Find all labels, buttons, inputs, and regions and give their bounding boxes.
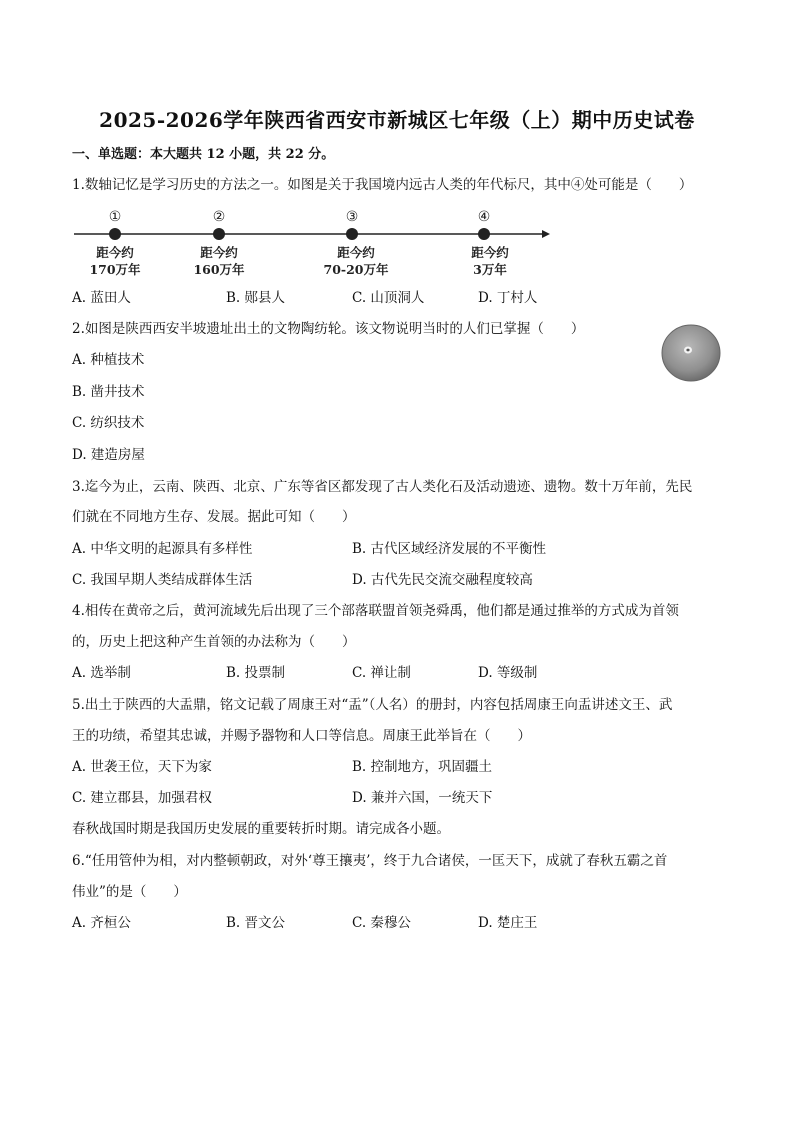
question-1-stem: 1.数轴记忆是学习历史的方法之一。如图是关于我国境内远古人类的年代标尺，其中④处可能是（ ）: [72, 177, 693, 193]
question-6-stem-line-1: 6.“任用管仲为相，对内整顿朝政，对外‘尊王攘夷’，终于九合诸侯，一匡天下，成就了春秋五霸之首: [72, 853, 668, 869]
question-2-option-a[interactable]: A. 种植技术: [72, 352, 145, 368]
question-4-stem-line-1: 4.相传在黄帝之后，黄河流域先后出现了三个部落联盟首领尧舜禹，他们都是通过推举的方式成为首领: [72, 603, 679, 619]
section-heading: 一、单选题：本大题共 12 小题，共 22 分。: [72, 147, 335, 162]
question-5-option-b[interactable]: B. 控制地方，巩固疆土: [352, 759, 493, 775]
question-5-option-a[interactable]: A. 世袭王位，天下为家: [72, 759, 212, 775]
question-3-option-a[interactable]: A. 中华文明的起源具有多样性: [72, 541, 253, 557]
timeline-label-top: 距今约: [96, 245, 134, 260]
timeline-marker: ④: [477, 209, 491, 225]
question-2-option-b[interactable]: B. 凿井技术: [72, 384, 145, 400]
question-group-intro: 春秋战国时期是我国历史发展的重要转折时期。请完成各小题。: [72, 821, 450, 837]
question-4-stem-line-2: 的，历史上把这种产生首领的办法称为（ ）: [72, 634, 356, 650]
timeline-dot: [213, 228, 225, 240]
question-3-option-d[interactable]: D. 古代先民交流交融程度较高: [352, 572, 533, 588]
timeline-point-3: [324, 209, 389, 277]
question-4-option-a[interactable]: A. 选举制: [72, 665, 131, 681]
question-1-option-b[interactable]: B. 郧县人: [226, 290, 286, 306]
question-4-option-d[interactable]: D. 等级制: [478, 665, 538, 681]
question-3-stem-line-2: 们就在不同地方生存、发展。据此可知（ ）: [72, 509, 356, 525]
question-2-option-d[interactable]: D. 建造房屋: [72, 447, 145, 463]
timeline-label-top: 距今约: [200, 245, 238, 260]
timeline-marker: ①: [108, 209, 122, 225]
timeline-dot: [478, 228, 490, 240]
question-6-option-a[interactable]: A. 齐桓公: [72, 915, 131, 931]
question-1-option-a[interactable]: A. 蓝田人: [72, 290, 131, 306]
question-5-stem-line-1: 5.出土于陕西的大盂鼎，铭文记载了周康王对“盂”（人名）的册封，内容包括周康王向盂讲述文王、武: [72, 697, 673, 713]
timeline-label-bottom: 3万年: [473, 262, 507, 277]
question-3-option-c[interactable]: C. 我国早期人类结成群体生活: [72, 572, 253, 588]
spindle-whorl-icon: [660, 323, 722, 383]
timeline-label-bottom: 170万年: [89, 262, 141, 277]
question-5-option-c[interactable]: C. 建立郡县，加强君权: [72, 790, 212, 806]
timeline-label-top: 距今约: [471, 245, 509, 260]
timeline-label-top: 距今约: [337, 245, 375, 260]
question-4-option-c[interactable]: C. 禅让制: [352, 665, 411, 681]
timeline-label-bottom: 160万年: [193, 262, 245, 277]
question-4-option-b[interactable]: B. 投票制: [226, 665, 286, 681]
question-3-option-b[interactable]: B. 古代区域经济发展的不平衡性: [352, 541, 547, 557]
question-3-stem-line-1: 3.迄今为止，云南、陕西、北京、广东等省区都发现了古人类化石及活动遗迹、遗物。数十万年前，先民: [72, 479, 693, 495]
timeline-dot: [109, 228, 121, 240]
question-2-stem: 2.如图是陕西西安半坡遗址出土的文物陶纺轮。该文物说明当时的人们已掌握（ ）: [72, 321, 585, 337]
timeline-marker: ②: [212, 209, 226, 225]
question-2-option-c[interactable]: C. 纺织技术: [72, 415, 145, 431]
question-6-option-b[interactable]: B. 晋文公: [226, 915, 286, 931]
timeline-arrow-icon: [542, 230, 550, 238]
page-title: 2025-2026学年陕西省西安市新城区七年级（上）期中历史试卷: [99, 108, 695, 132]
question-6-stem-line-2: 伟业”的是（ ）: [72, 884, 187, 900]
timeline-dot: [346, 228, 358, 240]
timeline-label-bottom: 70-20万年: [323, 262, 389, 277]
timeline-svg: [72, 196, 552, 288]
timeline-point-1: [89, 209, 141, 277]
timeline-point-2: [193, 209, 245, 277]
question-1-option-c[interactable]: C. 山顶洞人: [352, 290, 425, 306]
timeline-marker: ③: [345, 209, 359, 225]
question-6-option-c[interactable]: C. 秦穆公: [352, 915, 411, 931]
question-1-option-d[interactable]: D. 丁村人: [478, 290, 538, 306]
timeline-point-4: [471, 209, 509, 277]
question-6-option-d[interactable]: D. 楚庄王: [478, 915, 538, 931]
spindle-whorl-image: [660, 323, 722, 383]
question-5-stem-line-2: 王的功绩，希望其忠诚，并赐予器物和人口等信息。周康王此举旨在（ ）: [72, 728, 531, 744]
timeline-figure: [72, 196, 552, 288]
question-5-option-d[interactable]: D. 兼并六国，一统天下: [352, 790, 493, 806]
